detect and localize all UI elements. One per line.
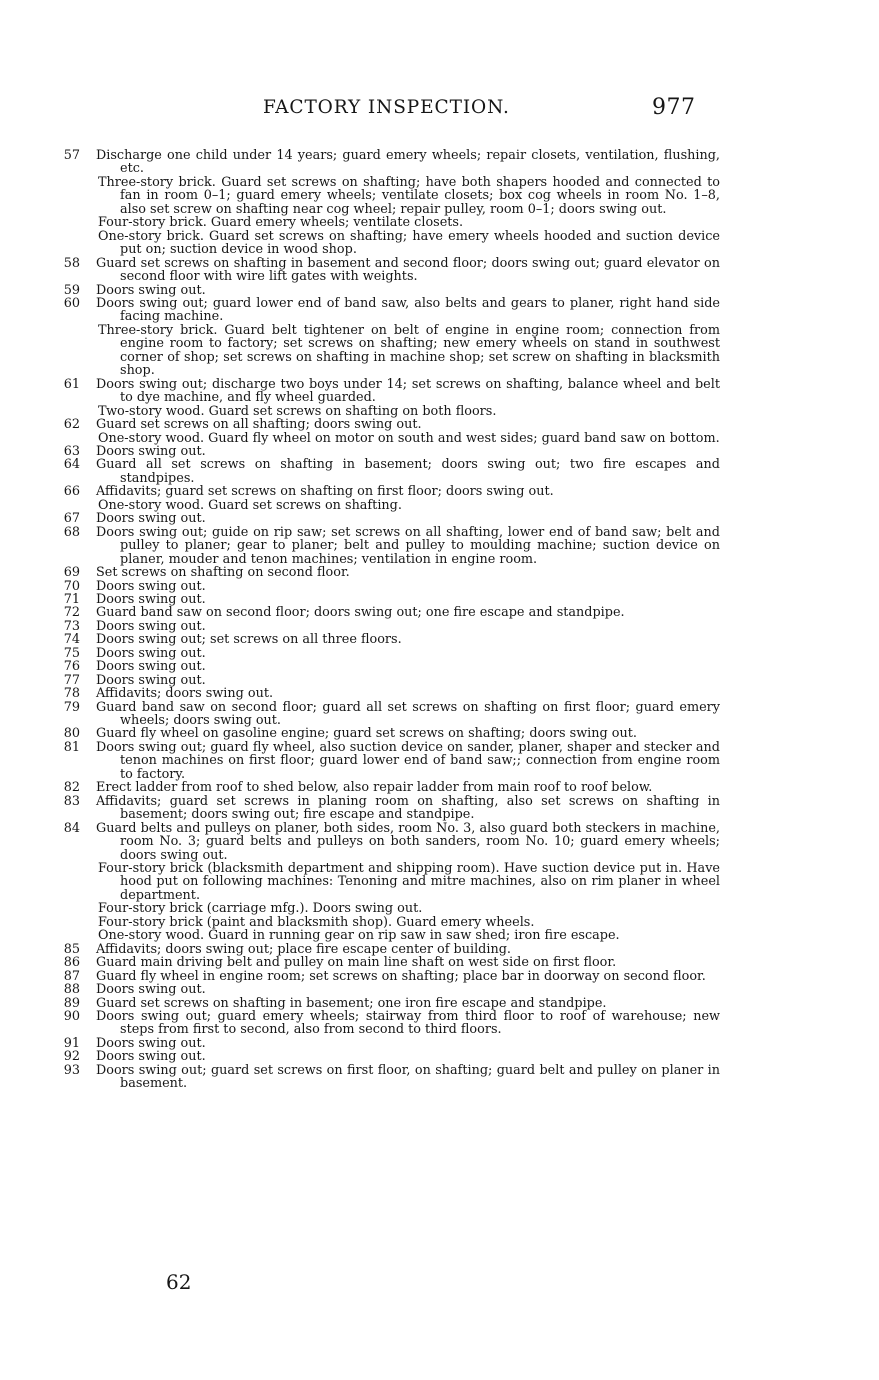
item-number: 88 [63,982,80,998]
list-item [60,633,720,646]
signature-mark: 62 [166,1270,192,1294]
list-item [60,660,720,673]
list-item [60,943,720,956]
item-number: 77 [63,672,80,688]
list-item [60,1050,720,1063]
list-item [60,1037,720,1050]
item-text: Doors swing out. [96,645,206,661]
item-text: Doors swing out. [96,578,206,594]
list-item [60,580,720,593]
item-text: Doors swing out. [96,443,206,459]
item-number: 87 [63,968,80,984]
item-number: 90 [63,1009,80,1024]
sub-item-text: Four-story brick (carriage mfg.). Doors swing out. [98,901,423,917]
item-number: 79 [63,699,80,715]
sub-item-text: Four-story brick (blacksmith department and shipping room). Have suction device put in. Have hood put on following machines: Tenoning and mitre machines, also on rim planer in wheel department. [98,861,720,903]
list-item [60,526,720,566]
list-item [60,727,720,740]
sub-item-text: Four-story brick (paint and blacksmith shop). Guard emery wheels. [98,914,535,930]
item-number: 69 [63,565,80,581]
list-item [60,418,720,431]
list-item [60,741,720,781]
item-text: Doors swing out; set screws on all three floors. [96,632,402,648]
item-number: 74 [63,632,80,648]
item-text: Doors swing out. [96,591,206,607]
item-text: Guard all set screws on shafting in basement; doors swing out; two fire escapes and standpipes. [96,457,720,486]
list-item [60,512,720,525]
item-text: Set screws on shafting on second floor. [96,565,350,581]
inspection-list [60,149,720,1091]
item-text: Doors swing out. [96,618,206,634]
item-number: 66 [63,484,80,500]
item-number: 92 [63,1049,80,1065]
list-item [60,795,720,822]
item-number: 68 [63,524,80,540]
item-number: 86 [63,955,80,971]
item-text: Erect ladder from roof to shed below, also repair ladder from main roof to roof below. [96,780,653,796]
item-number: 64 [63,457,80,473]
item-text: Doors swing out. [96,1049,206,1065]
item-text: Doors swing out; guard emery wheels; stairway from third floor to roof of warehouse; new steps from first to second, also from second to third floors. [96,1009,720,1038]
item-number: 57 [63,148,80,163]
item-number: 76 [63,659,80,675]
list-item [60,983,720,996]
item-number: 84 [63,820,80,836]
item-number: 80 [63,726,80,742]
item-text: Doors swing out. [96,659,206,675]
item-text: Guard set screws on shafting in basement and second floor; doors swing out; guard elevator on second floor with wire lift gates with weights. [96,255,720,285]
item-text: Doors swing out; guard fly wheel, also suction device on sander, planer, shaper and stecker and tenon machines on first floor; guard lower end of band saw;; connection from engine room to factory. [96,739,720,782]
item-text: Guard fly wheel on gasoline engine; guard set screws on shafting; doors swing out. [96,726,637,742]
item-text: Guard fly wheel in engine room; set screws on shafting; place bar in doorway on second floor. [96,968,706,984]
item-text: Doors swing out; guard set screws on first floor, on shafting; guard belt and pulley on planer in basement. [96,1062,720,1092]
item-number: 83 [63,793,80,809]
sub-item-text: One-story wood. Guard set screws on shafting. [98,497,402,513]
list-item [60,1064,720,1091]
list-item [60,970,720,983]
list-item [60,485,720,498]
item-text: Affidavits; guard set screws on shafting on first floor; doors swing out. [96,484,554,500]
list-item [60,458,720,485]
list-item [60,997,720,1010]
list-item [60,606,720,619]
list-item [60,149,720,176]
item-number: 58 [63,255,80,271]
page-number: 977 [652,95,696,120]
item-text: Guard set screws on all shafting; doors swing out. [96,417,422,433]
item-number: 78 [63,686,80,702]
item-text: Affidavits; doors swing out; place fire escape center of building. [96,941,511,957]
list-item [60,956,720,969]
list-item [60,647,720,660]
item-number: 89 [63,995,80,1011]
item-text: Guard band saw on second floor; guard all set screws on shafting on first floor; guard emery wheels; doors swing out. [96,699,720,729]
item-text: Doors swing out. [96,282,206,298]
item-number: 59 [63,282,80,298]
list-item [60,566,720,579]
item-number: 67 [63,511,80,527]
sub-item-text: One-story wood. Guard fly wheel on motor on south and west sides; guard band saw on bottom. [98,430,720,446]
list-item [60,701,720,728]
item-number: 73 [63,618,80,634]
list-item [60,297,720,324]
list-item [60,687,720,700]
list-item [60,674,720,687]
sub-item-text: Three-story brick. Guard belt tightener on belt of engine in engine room; connection from engine room to factory; set screws on shafting; new emery wheels on stand in southwest corner of shop; set screws on shafting in machine shop; set screw on shafting in blacksmith shop. [98,322,720,379]
item-number: 62 [63,417,80,433]
list-item [60,378,720,405]
item-number: 60 [63,295,80,311]
item-text: Guard band saw on second floor; doors swing out; one fire escape and standpipe. [96,605,625,621]
item-number: 93 [63,1062,80,1078]
item-number: 70 [63,578,80,594]
item-number: 81 [63,739,80,755]
list-item [60,257,720,284]
list-item [60,822,720,862]
item-text: Affidavits; doors swing out. [96,686,274,702]
item-text: Doors swing out. [96,511,206,527]
sub-item-text: Four-story brick. Guard emery wheels; ventilate closets. [98,215,464,231]
list-item [60,620,720,633]
item-text: Doors swing out. [96,982,206,998]
sub-item-text: One-story wood. Guard in running gear on rip saw in saw shed; iron fire escape. [98,928,620,944]
item-text: Discharge one child under 14 years; guard emery wheels; repair closets, ventilation, flushing, etc. [96,148,720,177]
sub-item-text: One-story brick. Guard set screws on shafting; have emery wheels hooded and suction device put on; suction device in wood shop. [98,228,720,258]
item-number: 75 [63,645,80,661]
sub-item-text: Three-story brick. Guard set screws on shafting; have both shapers hooded and connected to fan in room 0–1; guard emery wheels; ventilate closets; box cog wheels in room No. 1–8, also set screw on shafting near cog wheel; repair pulley, room 0–1; doors swing out. [98,174,720,217]
item-text: Doors swing out. [96,672,206,688]
page-title: FACTORY INSPECTION. [263,97,510,118]
item-number: 82 [63,780,80,796]
item-number: 63 [63,443,80,459]
list-item [60,284,720,297]
item-number: 72 [63,605,80,621]
item-number: 91 [63,1035,80,1051]
item-number: 85 [63,941,80,957]
list-item [60,781,720,794]
item-text: Guard set screws on shafting in basement; one iron fire escape and standpipe. [96,995,607,1011]
list-item [60,593,720,606]
list-item [60,445,720,458]
sub-item-text: Two-story wood. Guard set screws on shafting on both floors. [98,403,497,419]
page-header [0,97,879,123]
list-item [60,1010,720,1037]
item-number: 71 [63,591,80,607]
item-number: 61 [63,376,80,392]
item-text: Guard belts and pulleys on planer, both sides, room No. 3, also guard both steckers in machine, room No. 3; guard belts and pulleys on both sanders, room No. 10; guard emery wheels; doors swing out. [96,820,720,863]
item-text: Doors swing out. [96,1035,206,1051]
item-text: Doors swing out; discharge two boys under 14; set screws on shafting, balance wheel and belt to dye machine, and fly wheel guarded. [96,376,720,406]
item-text: Affidavits; guard set screws in planing room on shafting, also set screws on shafting in basement; doors swing out; fire escape and standpipe. [96,793,720,823]
item-text: Doors swing out; guide on rip saw; set screws on all shafting, lower end of band saw; belt and pulley to planer; gear to planer; belt and pulley to moulding machine; suction device on planer, mouder and tenon machines; ventilation in engine room. [96,524,720,567]
item-text: Doors swing out; guard lower end of band saw, also belts and gears to planer, right hand side facing machine. [96,295,720,325]
item-text: Guard main driving belt and pulley on main line shaft on west side on first floor. [96,955,617,971]
